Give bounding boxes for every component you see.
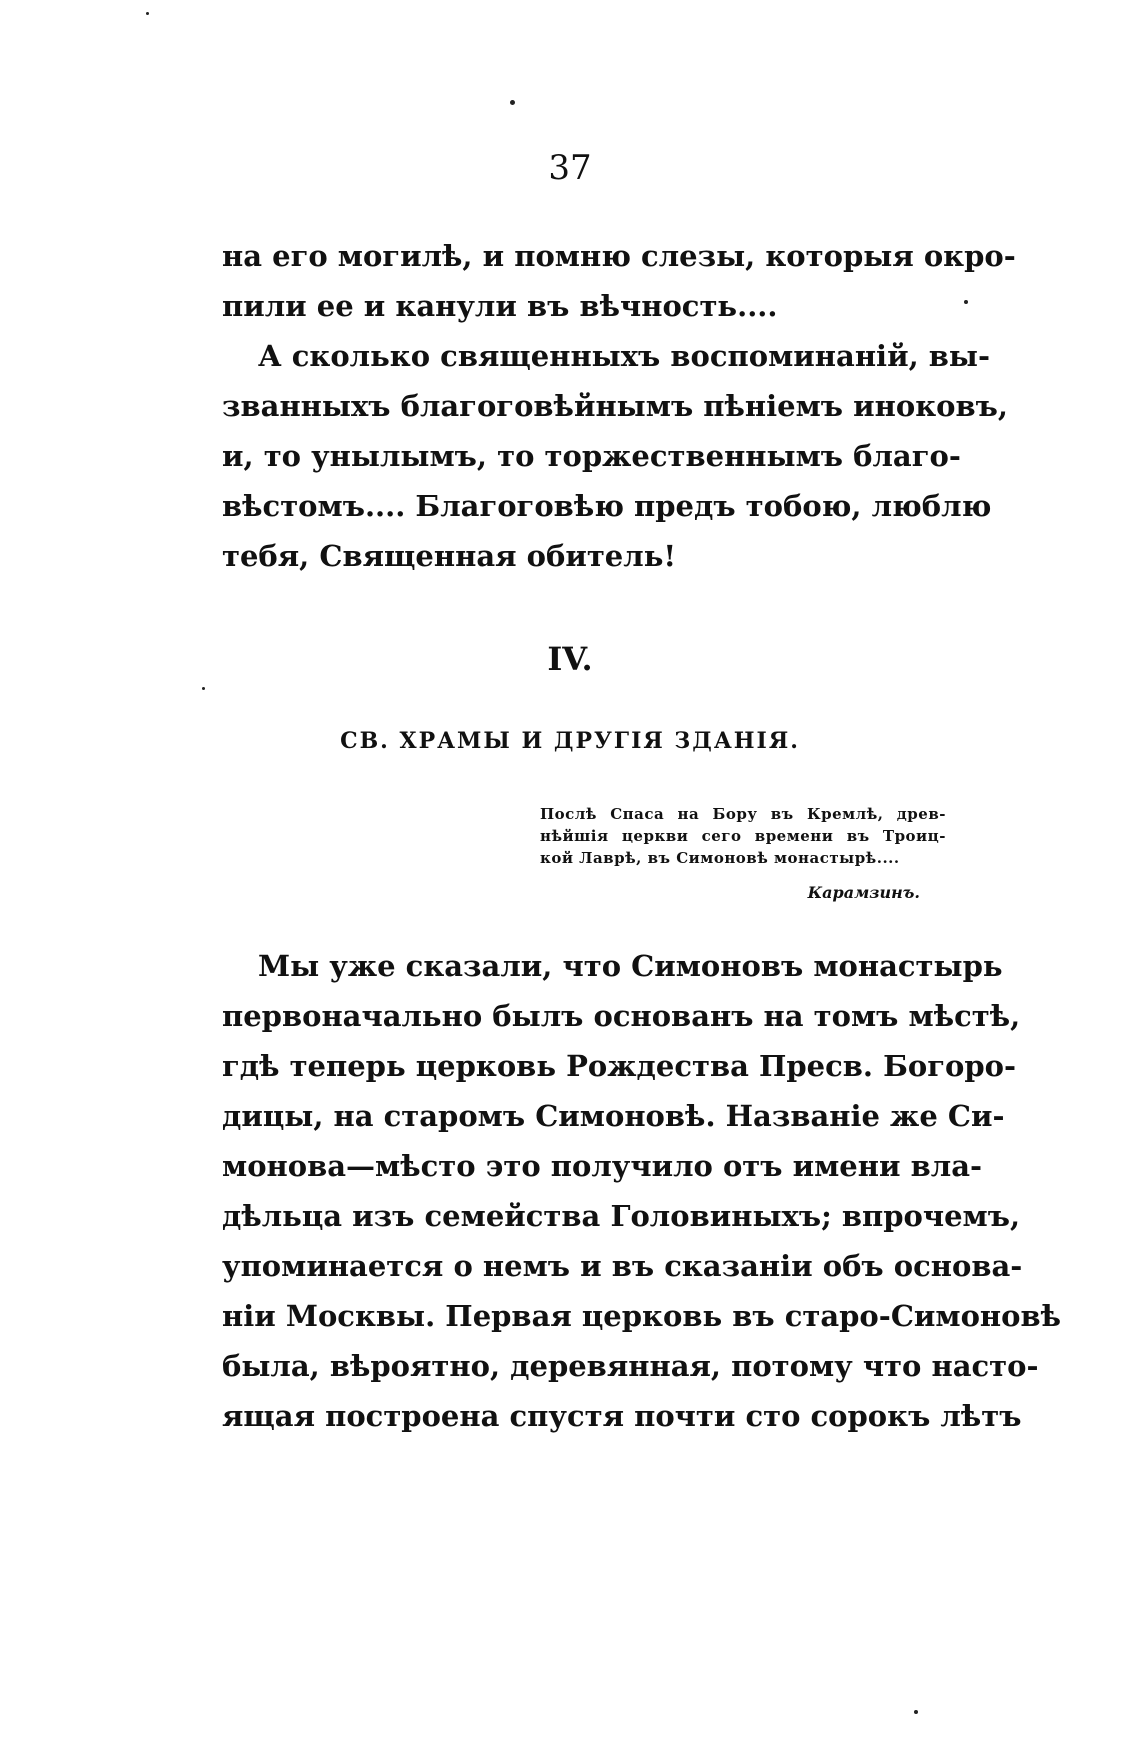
text-line: гдѣ теперь церковь Рождества Пресв. Богоро- — [222, 1049, 1016, 1083]
scan-speck — [914, 1710, 918, 1714]
text-line: пили ее и канули въ вѣчность.... — [222, 289, 778, 323]
text-line: монова—мѣсто это получило отъ имени вла- — [222, 1149, 983, 1183]
text-line: первоначально былъ основанъ на томъ мѣстѣ, — [222, 999, 1021, 1033]
text-line: ніи Москвы. Первая церковь въ старо-Симоновѣ — [222, 1299, 1062, 1333]
text-line: А сколько священныхъ воспоминаній, вы- — [258, 339, 991, 373]
page-number: 37 — [548, 148, 592, 188]
text-line: тебя, Священная обитель! — [222, 539, 677, 573]
scan-speck — [510, 100, 515, 105]
scan-speck — [202, 687, 205, 690]
text-line: дѣльца изъ семейства Головиныхъ; впрочемъ, — [222, 1199, 1021, 1233]
text-line: ящая построена спустя почти сто сорокъ лѣтъ — [222, 1399, 1022, 1433]
text-line: и, то унылымъ, то торжественнымъ благо- — [222, 439, 961, 473]
text-line: была, вѣроятно, деревянная, потому что насто- — [222, 1349, 1039, 1383]
text-line: на его могилѣ, и помню слезы, которыя окро- — [222, 239, 1016, 273]
section-number: IV. — [547, 640, 593, 678]
text-line: званныхъ благоговѣйнымъ пѣніемъ иноковъ, — [222, 389, 1008, 423]
epigraph-line: Послѣ Спаса на Бору въ Кремлѣ, древ- — [540, 805, 946, 823]
scan-speck — [146, 12, 149, 15]
text-line: вѣстомъ.... Благоговѣю предъ тобою, люблю — [222, 489, 992, 523]
epigraph-author: Карамзинъ. — [807, 883, 920, 902]
section-title: СВ. ХРАМЫ И ДРУГІЯ ЗДАНІЯ. — [340, 728, 800, 754]
text-line: дицы, на старомъ Симоновѣ. Названіе же Си- — [222, 1099, 1005, 1133]
text-line: Мы уже сказали, что Симоновъ монастырь — [258, 949, 1003, 983]
epigraph-line: нѣйшія церкви сего времени въ Троиц- — [540, 827, 946, 845]
scan-speck — [964, 300, 968, 304]
epigraph-line: кой Лаврѣ, въ Симоновѣ монастырѣ.... — [540, 849, 900, 867]
text-line: упоминается о немъ и въ сказаніи объ основа- — [222, 1249, 1023, 1283]
